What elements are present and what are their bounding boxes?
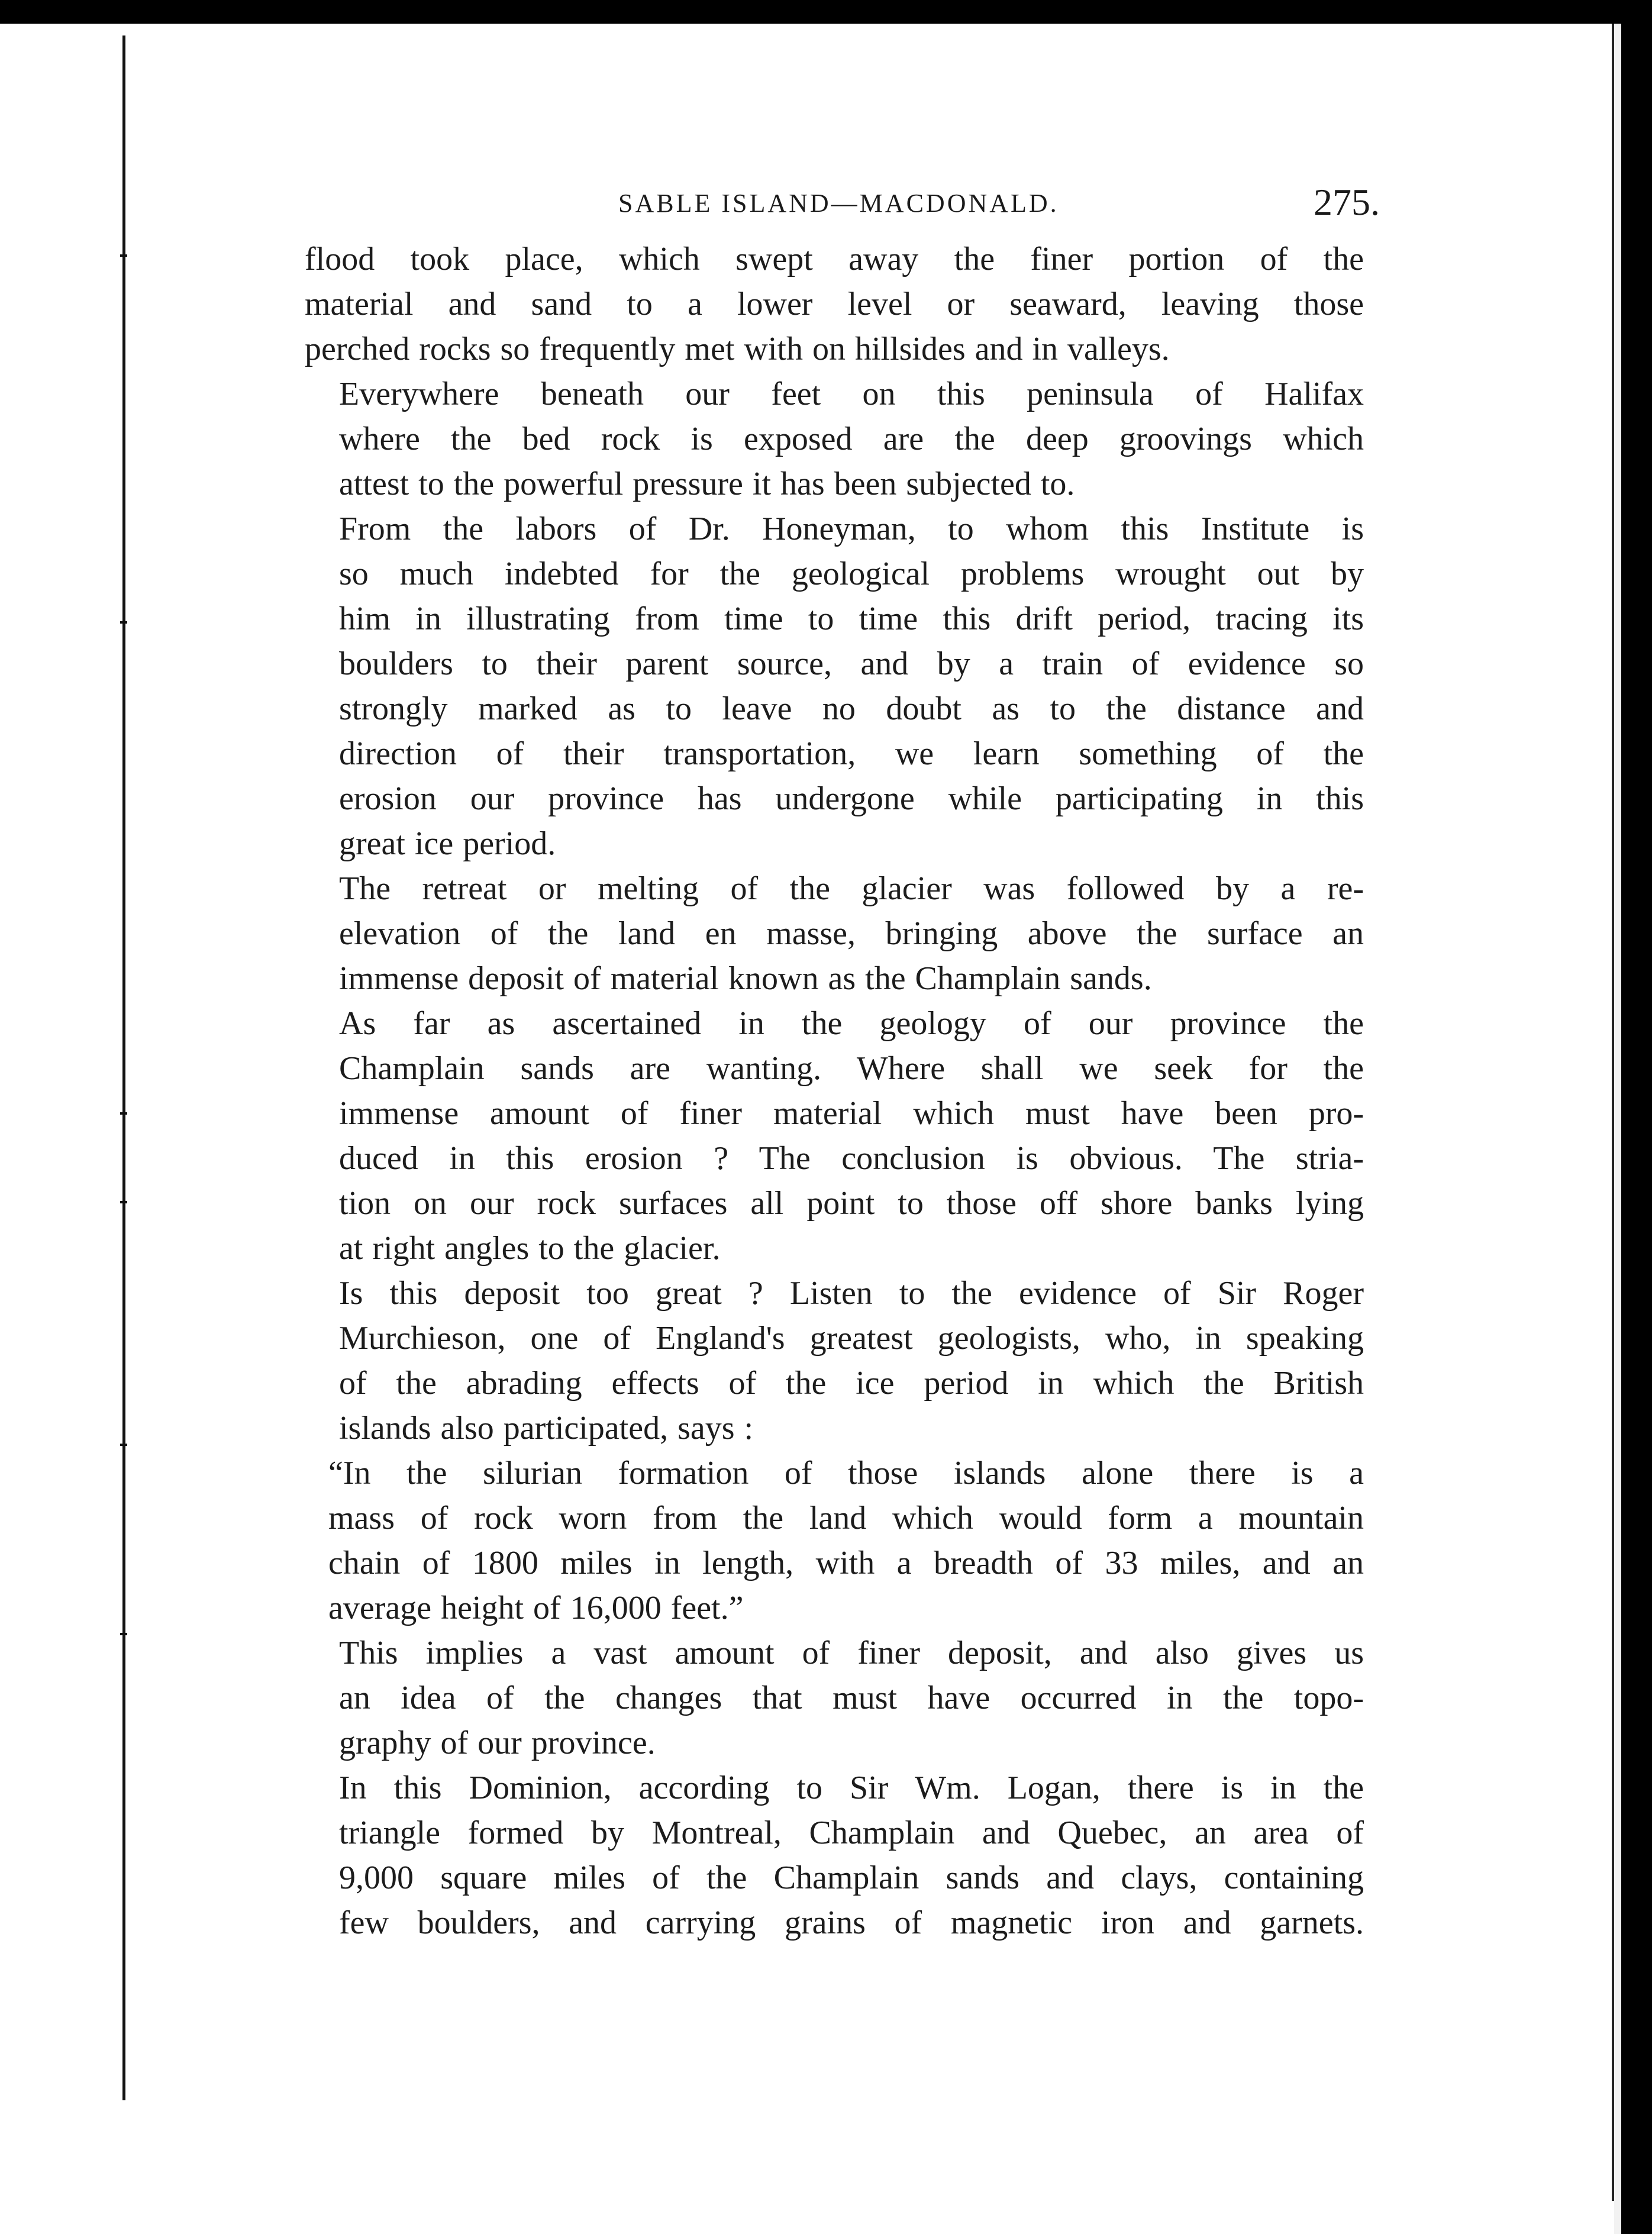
paragraph bbox=[305, 1765, 1364, 1945]
text-line: duced in this erosion ? The conclusion is obvious. The stria- bbox=[339, 1140, 1364, 1177]
text-line: where the bed rock is exposed are the deep groovings which bbox=[339, 421, 1364, 457]
text-line: of the abrading effects of the ice period in which the British bbox=[339, 1365, 1364, 1402]
text-line: elevation of the land en masse, bringing above the surface an bbox=[339, 915, 1364, 952]
binding-tick bbox=[120, 1201, 127, 1203]
text-line: few boulders, and carrying grains of magnetic iron and garnets. bbox=[339, 1904, 1364, 1941]
text-line: so much indebted for the geological problems wrought out by bbox=[339, 556, 1364, 592]
text-line: flood took place, which swept away the finer portion of the bbox=[305, 241, 1364, 277]
paragraph bbox=[305, 372, 1364, 506]
text-line: As far as ascertained in the geology of our province the bbox=[339, 1005, 1364, 1042]
text-line: direction of their transportation, we learn something of the bbox=[339, 735, 1364, 772]
paragraph bbox=[305, 237, 1364, 372]
paragraph bbox=[305, 866, 1364, 1001]
page-edge-gap bbox=[1614, 24, 1621, 2234]
text-line: erosion our province has undergone while participating in this bbox=[339, 780, 1364, 817]
body-text bbox=[305, 237, 1364, 1945]
scan-right-border bbox=[1621, 24, 1652, 2234]
text-line: “In the silurian formation of those islands alone there is a bbox=[328, 1455, 1364, 1492]
binding-tick bbox=[120, 1633, 127, 1635]
binding-tick bbox=[120, 1112, 127, 1115]
paragraph bbox=[305, 1631, 1364, 1765]
text-line: The retreat or melting of the glacier was followed by a re- bbox=[339, 870, 1364, 907]
text-line: Champlain sands are wanting. Where shall we seek for the bbox=[339, 1050, 1364, 1087]
text-line: This implies a vast amount of finer deposit, and also gives us bbox=[339, 1635, 1364, 1671]
quotation bbox=[305, 1451, 1364, 1631]
text-line: 9,000 square miles of the Champlain sands and clays, containing bbox=[339, 1859, 1364, 1896]
text-line: at right angles to the glacier. bbox=[339, 1230, 721, 1267]
binding-tick bbox=[120, 1444, 127, 1446]
text-line: triangle formed by Montreal, Champlain and Quebec, an area of bbox=[339, 1815, 1364, 1851]
text-line: Everywhere beneath our feet on this peninsula of Halifax bbox=[339, 376, 1364, 412]
text-line: great ice period. bbox=[339, 825, 556, 862]
text-line: Murchieson, one of England's greatest geologists, who, in speaking bbox=[339, 1320, 1364, 1357]
text-line: attest to the powerful pressure it has been subjected to. bbox=[339, 466, 1075, 502]
text-line: him in illustrating from time to time this drift period, tracing its bbox=[339, 601, 1364, 637]
text-line: immense amount of finer material which must have been pro- bbox=[339, 1095, 1364, 1132]
text-line: islands also participated, says : bbox=[339, 1410, 754, 1447]
page-edge-line bbox=[1612, 24, 1614, 2201]
paragraph bbox=[305, 506, 1364, 866]
paragraph bbox=[305, 1271, 1364, 1451]
text-line: mass of rock worn from the land which would form a mountain bbox=[328, 1500, 1364, 1536]
text-line: graphy of our province. bbox=[339, 1725, 656, 1761]
text-line: boulders to their parent source, and by a train of evidence so bbox=[339, 645, 1364, 682]
text-line: tion on our rock surfaces all point to those off shore banks lying bbox=[339, 1185, 1364, 1222]
paragraph bbox=[305, 1001, 1364, 1271]
text-line: immense deposit of material known as the Champlain sands. bbox=[339, 960, 1152, 997]
text-line: material and sand to a lower level or seaward, leaving those bbox=[305, 286, 1364, 322]
text-line: perched rocks so frequently met with on hillsides and in valleys. bbox=[305, 331, 1170, 367]
binding-rule bbox=[122, 35, 125, 2100]
page-number: 275. bbox=[1314, 181, 1380, 223]
text-line: From the labors of Dr. Honeyman, to whom this Institute is bbox=[339, 511, 1364, 547]
binding-tick bbox=[120, 254, 127, 257]
text-line: an idea of the changes that must have occurred in the topo- bbox=[339, 1680, 1364, 1716]
text-line: Is this deposit too great ? Listen to the evidence of Sir Roger bbox=[339, 1275, 1364, 1312]
text-line: average height of 16,000 feet.” bbox=[328, 1590, 744, 1626]
scan-top-border bbox=[0, 0, 1652, 24]
running-head: SABLE ISLAND—MACDONALD. bbox=[618, 189, 1059, 218]
text-line: chain of 1800 miles in length, with a breadth of 33 miles, and an bbox=[328, 1545, 1364, 1581]
text-line: strongly marked as to leave no doubt as to the distance and bbox=[339, 690, 1364, 727]
text-line: In this Dominion, according to Sir Wm. Logan, there is in the bbox=[339, 1770, 1364, 1806]
binding-tick bbox=[120, 621, 127, 624]
